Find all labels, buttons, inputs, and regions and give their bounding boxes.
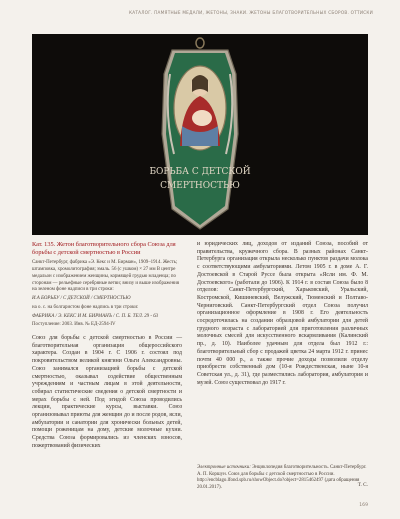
catalog-caption <box>32 241 182 329</box>
token-inscription-line2: СМЕРТНОСТЬЮ <box>160 181 240 191</box>
token-photo <box>32 34 368 235</box>
author-initials: Т. С. <box>357 482 368 488</box>
token-illustration <box>32 34 368 235</box>
body-text-left: Союз для борьбы с детской смертностью в России — благотворительная организация общероссийского характера. Создан в 1904 г. С 1906 г. состоял под покровительством великой княгини Ольги Александровны. Союз занимался организацией борьбы с детской смертностью, оказывал содействие общественным учреждениям и частным лицам в этой деятельности, собирал статистические сведения о детской смертности и мерах борьбы с ней. Под эгидой Союза проводились лекции, практические курсы, выставки. Союз организовывал приюты для женщин до и после родов, ясли, амбулатории и санатории для хронически больных детей, помощи роженицам на дому, детские молочные кухни. Средства Союза формировались из членских взносов, пожертвований физических <box>32 335 182 449</box>
catalog-details: Санкт-Петербург, фабрика «Э. Кекс и М. Бирман», 1909–1914. Жесть; штамповка, хромолитография; эмаль. 56 (с ушком) × 27 мм В центре медальон с изображением женщины, кормящей грудью младенца; по сторонам — рельефные серебряные ветви; внизу и выше изображения на зеленом фоне надписи в три строки: <box>32 259 180 293</box>
catalog-inscription: И.А БОРЬБУ / С ДЕТСКОЙ / СМЕРТНОСТЬЮ <box>32 296 131 302</box>
running-title: КАТАЛОГ. ПАМЯТНЫЕ МЕДАЛИ, ЖЕТОНЫ, ЗНАКИ. ЖЕТОНЫ БЛАГОТВОРИТЕЛЬНЫХ СБОРОВ. ОТТИСКИ <box>128 10 373 15</box>
catalog-details-reverse: на о. с. на болгаристом фоне надпись в три строки: <box>32 305 139 311</box>
catalog-number: Кат. 135. <box>32 241 56 248</box>
catalog-maker: ФАБРИКА / Э. КЕКС И М. БИРМАНЪ / С. П. Б. ТЕЛ. 29 - 63 <box>32 314 159 320</box>
token-inscription-line1: БОРЬБА С ДЕТСКОЙ <box>149 167 251 177</box>
catalog-inventory: Поступление: 2003. Инв. № ЕД-2594-IV <box>32 322 116 328</box>
references <box>197 465 368 492</box>
page-number: 169 <box>359 503 368 508</box>
references-label: Электронные источники: <box>197 465 251 470</box>
catalog-title <box>32 241 182 258</box>
running-header <box>0 0 400 26</box>
infant <box>192 110 212 126</box>
body-text-right: и юридических лиц, доходов от изданий Союза, пособий от правительства, кружечного сбора. В разных районах Санкт-Петербурга организация открыла несколько пунктов раздачи молока с соответствующими амбулаториями. Летом 1905 г. в доме А. Г. Достоевской в Старой Руссе была открыта «Ясли им. Ф. М. Достоевского» (работали до 1906). К 1914 г. в состав Союза было 8 отделов: Санкт-Петербургский, Харьковский, Уральский, Костромской, Кишиневский, Велужский, Тюменский и Полтаво-Черниговский. Санкт-Петербургский отдел Союза получил организационное оформление в 1908 г. Его деятельность сосредоточилась на создании образцовой амбулатории для детей грудного возраста с лабораторией для приготовления различных молочных смесей для искусственного вскармливания (Калинский пр., д. 10). Наиболее удачным для отдела был 1912 г.: благотворительный сбор с продажей цветка 24 марта 1912 г. принес почти 40 000 р., а также прочие доходы позволили отделу приобрести собственный дом (10-я Рождественская, ныне 10-я Советская ул., д. 31), где разместились лаборатория, амбулатория и музей. Союз существовал до 1917 г. <box>197 241 368 386</box>
catalog-object-title: Жетон благотворительного сбора Союза для борьбы с детской смертностью в России <box>32 241 176 257</box>
references-text: Энциклопедия благотворительность. Санкт-Петербург. А. П. Коршун. Союз для борьбы с детской смертностью в России. http://encblago.lfond.spb.ru/showObject.do?object=2815462497 (дата обращения 20.01.2017). <box>197 465 367 491</box>
